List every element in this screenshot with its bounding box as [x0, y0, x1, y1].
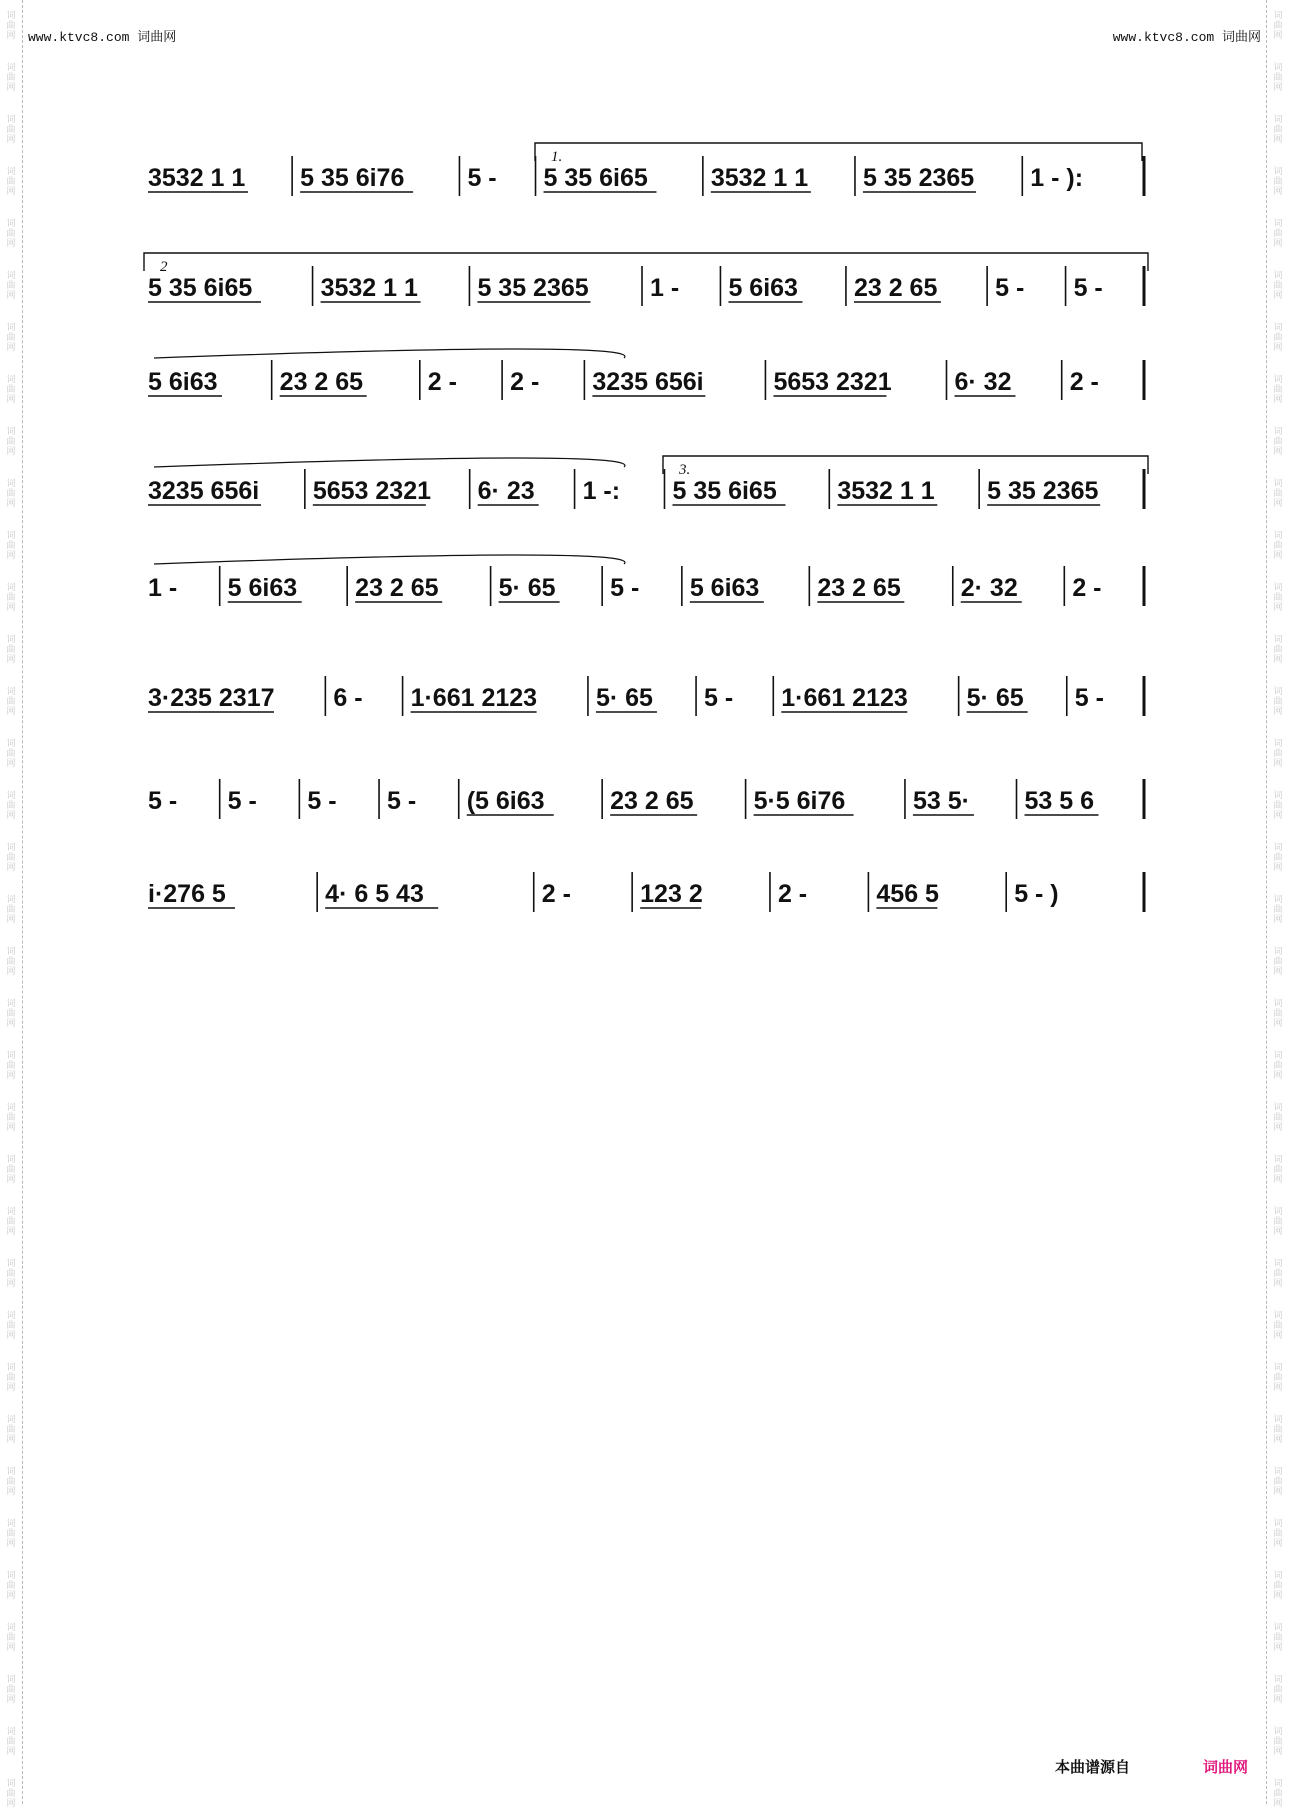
- watermark-glyph: 词 曲 网: [6, 946, 16, 976]
- measure-notes: 5 -: [307, 787, 337, 815]
- watermark-glyph: 词 曲 网: [1273, 270, 1283, 300]
- watermark-glyph: 词 曲 网: [1273, 738, 1283, 768]
- measure-notes: 5· 65: [498, 574, 556, 602]
- measure-notes: 5· 65: [966, 684, 1024, 712]
- measure-notes: 6· 23: [477, 477, 535, 505]
- volta-label: 3.: [679, 462, 691, 478]
- watermark-glyph: 词 曲 网: [6, 1570, 16, 1600]
- measure-notes: 3532 1 1: [148, 164, 246, 192]
- measure-notes: (5 6i63: [466, 787, 545, 815]
- volta-label: 2: [160, 259, 168, 275]
- watermark-glyph: 词 曲 网: [6, 166, 16, 196]
- watermark-glyph: 词 曲 网: [6, 1414, 16, 1444]
- measure-notes: 5· 65: [595, 684, 653, 712]
- measure-notes: 5 35 2365: [862, 164, 975, 192]
- measure-notes: 5 6i63: [227, 574, 298, 602]
- watermark-glyph: 词 曲 网: [1273, 374, 1283, 404]
- watermark-glyph: 词 曲 网: [6, 1622, 16, 1652]
- watermark-glyph: 词 曲 网: [1273, 998, 1283, 1028]
- watermark-glyph: 词 曲 网: [1273, 842, 1283, 872]
- volta-label: 1.: [551, 149, 563, 165]
- measure-notes: 5 -: [467, 164, 497, 192]
- watermark-glyph: 词 曲 网: [6, 10, 16, 40]
- score-line: [148, 458, 1144, 509]
- footer-source-label: 本曲谱源自: [1055, 1758, 1131, 1776]
- watermark-glyph: 词 曲 网: [1273, 1206, 1283, 1236]
- header-site-name: 词曲网: [137, 30, 177, 45]
- measure-notes: 3532 1 1: [710, 164, 809, 192]
- watermark-glyph: 词 曲 网: [6, 270, 16, 300]
- watermark-glyph: 词 曲 网: [1273, 1622, 1283, 1652]
- watermark-glyph: 词 曲 网: [1273, 10, 1283, 40]
- measure-notes: 5 35 6i65: [543, 164, 648, 192]
- watermark-glyph: 词 曲 网: [6, 998, 16, 1028]
- measure-notes: 5 35 2365: [477, 274, 589, 302]
- measure-notes: 5 -: [1073, 274, 1103, 302]
- watermark-glyph: 词 曲 网: [6, 322, 16, 352]
- watermark-glyph: 词 曲 网: [1273, 582, 1283, 612]
- measure-notes: 2 -: [1069, 368, 1099, 396]
- measure-notes: 5 35 6i65: [672, 477, 777, 505]
- watermark-glyph: 词 曲 网: [6, 114, 16, 144]
- watermark-glyph: 词 曲 网: [6, 1102, 16, 1132]
- slur: [154, 349, 625, 358]
- watermark-glyph: 词 曲 网: [1273, 946, 1283, 976]
- measure-notes: 1 -:: [582, 477, 621, 505]
- watermark-glyph: 词 曲 网: [6, 62, 16, 92]
- measure-notes: 5 6i63: [689, 574, 760, 602]
- watermark-glyph: 词 曲 网: [1273, 166, 1283, 196]
- score-line: [148, 349, 1144, 400]
- measure-notes: 23 2 65: [355, 574, 439, 602]
- watermark-glyph: 词 曲 网: [1273, 686, 1283, 716]
- watermark-glyph: 词 曲 网: [6, 790, 16, 820]
- watermark-glyph: 词 曲 网: [6, 1674, 16, 1704]
- measure-notes: 5 -: [995, 274, 1025, 302]
- measure-notes: 1·661 2123: [781, 684, 908, 712]
- watermark-glyph: 词 曲 网: [6, 1050, 16, 1080]
- watermark-glyph: 词 曲 网: [6, 478, 16, 508]
- watermark-glyph: 词 曲 网: [6, 894, 16, 924]
- watermark-glyph: 词 曲 网: [1273, 790, 1283, 820]
- measure-notes: 2 -: [1072, 574, 1102, 602]
- watermark-glyph: 词 曲 网: [6, 374, 16, 404]
- watermark-glyph: 词 曲 网: [6, 1466, 16, 1496]
- measure-notes: 23 2 65: [610, 787, 694, 815]
- header-site-url[interactable]: www.ktvc8.com: [28, 30, 130, 45]
- slur: [154, 555, 625, 564]
- measure-notes: 53 5·: [912, 787, 970, 815]
- watermark-glyph: 词 曲 网: [6, 218, 16, 248]
- measure-notes: 5 6i63: [728, 274, 798, 302]
- watermark-glyph: 词 曲 网: [1273, 634, 1283, 664]
- watermark-glyph: 词 曲 网: [1273, 1778, 1283, 1808]
- watermark-glyph: 词 曲 网: [1273, 1258, 1283, 1288]
- measure-notes: 5 35 6i65: [148, 274, 253, 302]
- watermark-glyph: 词 曲 网: [1273, 1674, 1283, 1704]
- watermark-glyph: 词 曲 网: [6, 1206, 16, 1236]
- measure-notes: 5653 2321: [773, 368, 892, 396]
- measure-notes: 5 -: [387, 787, 417, 815]
- measure-notes: 5 -: [148, 787, 178, 815]
- measure-notes: 2 -: [541, 880, 571, 908]
- watermark-glyph: 词 曲 网: [6, 842, 16, 872]
- score-line: [148, 676, 1144, 716]
- measure-notes: 23 2 65: [853, 274, 938, 302]
- watermark-glyph: 词 曲 网: [6, 686, 16, 716]
- score-line: [148, 779, 1144, 819]
- measure-notes: 5 -: [1074, 684, 1104, 712]
- measure-notes: 6· 32: [954, 368, 1012, 396]
- watermark-glyph: 词 曲 网: [6, 1778, 16, 1808]
- slur: [154, 458, 625, 467]
- measure-notes: 5 6i63: [148, 368, 218, 396]
- score-line: [148, 872, 1144, 912]
- watermark-glyph: 词 曲 网: [1273, 114, 1283, 144]
- watermark-glyph: 词 曲 网: [6, 1154, 16, 1184]
- measure-notes: 1·661 2123: [410, 684, 538, 712]
- measure-notes: 3532 1 1: [320, 274, 418, 302]
- measure-notes: 1 -: [148, 574, 178, 602]
- measure-notes: 5 -: [610, 574, 640, 602]
- measure-notes: 1 - ):: [1030, 164, 1084, 192]
- watermark-glyph: 词 曲 网: [1273, 1726, 1283, 1756]
- measure-notes: 53 5 6: [1024, 787, 1095, 815]
- score-line: [148, 555, 1144, 606]
- watermark-glyph: 词 曲 网: [6, 738, 16, 768]
- measure-notes: 456 5: [876, 880, 939, 908]
- watermark-glyph: 词 曲 网: [1273, 1466, 1283, 1496]
- measure-notes: 5 35 6i76: [300, 164, 405, 192]
- watermark-glyph: 词 曲 网: [6, 1310, 16, 1340]
- watermark-glyph: 词 曲 网: [6, 1726, 16, 1756]
- header-site-url-right[interactable]: www.ktvc8.com: [1112, 30, 1215, 45]
- measure-notes: 2 -: [510, 368, 540, 396]
- watermark-glyph: 词 曲 网: [1273, 426, 1283, 456]
- measure-notes: 3·235 2317: [148, 684, 275, 712]
- watermark-glyph: 词 曲 网: [1273, 218, 1283, 248]
- watermark-glyph: 词 曲 网: [6, 1518, 16, 1548]
- measure-notes: 2 -: [427, 368, 457, 396]
- measure-notes: 2 -: [777, 880, 808, 908]
- measure-notes: 5 35 2365: [987, 477, 1099, 505]
- volta-bracket: [144, 253, 1148, 271]
- measure-notes: 2· 32: [960, 574, 1018, 602]
- measure-notes: 3532 1 1: [837, 477, 935, 505]
- measure-notes: 5 -: [704, 684, 734, 712]
- header-site-name-right: 词曲网: [1221, 30, 1261, 45]
- watermark-glyph: 词 曲 网: [1273, 530, 1283, 560]
- measure-notes: 3235 656i: [148, 477, 260, 505]
- watermark-glyph: 词 曲 网: [1273, 1518, 1283, 1548]
- measure-notes: 5 - ): [1014, 880, 1059, 908]
- measure-notes: 23 2 65: [817, 574, 901, 602]
- watermark-glyph: 词 曲 网: [1273, 894, 1283, 924]
- watermark-glyph: 词 曲 网: [1273, 1310, 1283, 1340]
- watermark-glyph: 词 曲 网: [6, 1362, 16, 1392]
- measure-notes: 4· 6 5 43: [325, 880, 424, 908]
- volta-bracket: [663, 456, 1148, 474]
- watermark-glyph: 词 曲 网: [1273, 478, 1283, 508]
- volta-bracket: [535, 143, 1142, 161]
- watermark-glyph: 词 曲 网: [1273, 1362, 1283, 1392]
- watermark-glyph: 词 曲 网: [6, 426, 16, 456]
- watermark-glyph: 词 曲 网: [1273, 1570, 1283, 1600]
- measure-notes: i·276 5: [148, 880, 226, 908]
- measure-notes: 6 -: [333, 684, 363, 712]
- measure-notes: 3235 656i: [592, 368, 704, 396]
- watermark-glyph: 词 曲 网: [6, 634, 16, 664]
- measure-notes: 123 2: [640, 880, 703, 908]
- watermark-glyph: 词 曲 网: [1273, 1414, 1283, 1444]
- watermark-glyph: 词 曲 网: [1273, 1050, 1283, 1080]
- measure-notes: 1 -: [650, 274, 680, 302]
- score-line: [148, 266, 1144, 306]
- watermark-glyph: 词 曲 网: [1273, 322, 1283, 352]
- watermark-glyph: 词 曲 网: [6, 582, 16, 612]
- watermark-glyph: 词 曲 网: [1273, 62, 1283, 92]
- watermark-glyph: 词 曲 网: [1273, 1154, 1283, 1184]
- measure-notes: 5·5 6i76: [753, 787, 846, 815]
- watermark-glyph: 词 曲 网: [1273, 1102, 1283, 1132]
- measure-notes: 5 -: [227, 787, 257, 815]
- score-line: [148, 156, 1144, 196]
- footer-brand-link[interactable]: 词曲网: [1203, 1758, 1249, 1776]
- watermark-glyph: 词 曲 网: [6, 1258, 16, 1288]
- watermark-glyph: 词 曲 网: [6, 530, 16, 560]
- measure-notes: 5653 2321: [312, 477, 432, 505]
- measure-notes: 23 2 65: [279, 368, 364, 396]
